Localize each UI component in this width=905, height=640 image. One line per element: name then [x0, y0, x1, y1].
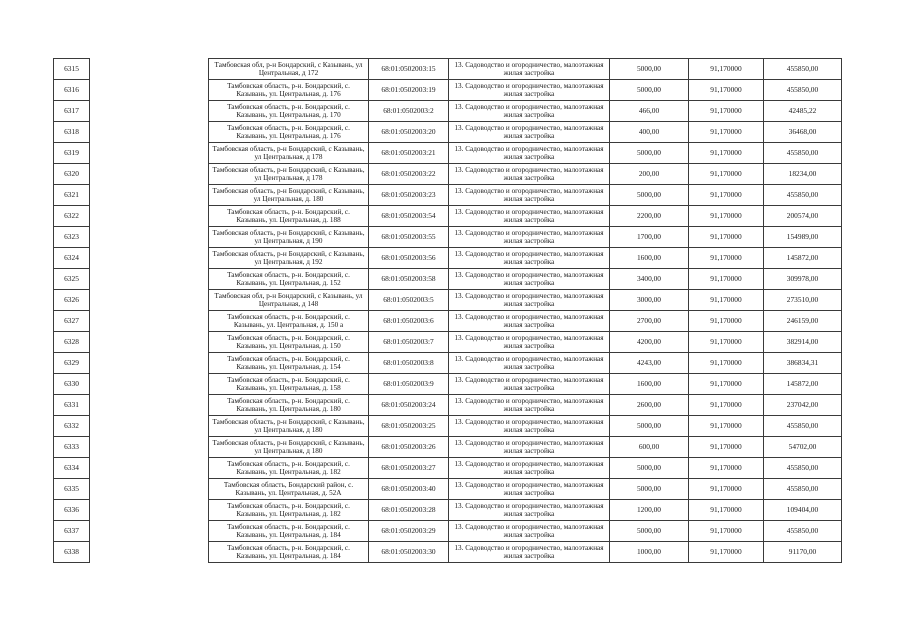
area-cell: 600,00	[610, 437, 689, 458]
address-cell: Тамбовская область, р-н. Бондарский, с. Казывань, ул. Центральная, д. 176	[209, 122, 369, 143]
table-row	[54, 395, 842, 416]
cadastral-number-cell: 68:01:0502003:22	[369, 164, 449, 185]
land-use-cell: 13. Садоводство и огородничество, малоэтажная жилая застройка	[449, 374, 610, 395]
specific-value-cell: 91,170000	[689, 395, 764, 416]
land-use-cell: 13. Садоводство и огородничество, малоэтажная жилая застройка	[449, 248, 610, 269]
row-number: 6335	[54, 479, 90, 500]
cadastral-value-cell: 154989,00	[764, 227, 842, 248]
row-number: 6324	[54, 248, 90, 269]
blank-column	[90, 458, 209, 479]
cadastral-number-cell: 68:01:0502003:24	[369, 395, 449, 416]
cadastral-number-cell: 68:01:0502003:40	[369, 479, 449, 500]
cadastral-value-cell: 455850,00	[764, 185, 842, 206]
area-cell: 5000,00	[610, 458, 689, 479]
address-cell: Тамбовская область, р-н Бондарский, с Казывань, ул Центральная, д. 180	[209, 185, 369, 206]
specific-value-cell: 91,170000	[689, 185, 764, 206]
land-use-cell: 13. Садоводство и огородничество, малоэтажная жилая застройка	[449, 143, 610, 164]
cadastral-number-cell: 68:01:0502003:28	[369, 500, 449, 521]
row-number: 6338	[54, 542, 90, 563]
area-cell: 3400,00	[610, 269, 689, 290]
row-number: 6326	[54, 290, 90, 311]
land-use-cell: 13. Садоводство и огородничество, малоэтажная жилая застройка	[449, 332, 610, 353]
land-use-cell: 13. Садоводство и огородничество, малоэтажная жилая застройка	[449, 164, 610, 185]
address-cell: Тамбовская область, р-н. Бондарский, с. Казывань, ул. Центральная, д. 176	[209, 80, 369, 101]
area-cell: 5000,00	[610, 416, 689, 437]
specific-value-cell: 91,170000	[689, 122, 764, 143]
cadastral-number-cell: 68:01:0502003:58	[369, 269, 449, 290]
cadastral-value-cell: 54702,00	[764, 437, 842, 458]
table-row	[54, 458, 842, 479]
cadastral-number-cell: 68:01:0502003:8	[369, 353, 449, 374]
specific-value-cell: 91,170000	[689, 437, 764, 458]
cadastral-number-cell: 68:01:0502003:2	[369, 101, 449, 122]
land-use-cell: 13. Садоводство и огородничество, малоэтажная жилая застройка	[449, 290, 610, 311]
cadastral-value-cell: 200574,00	[764, 206, 842, 227]
address-cell: Тамбовская область, р-н. Бондарский, с. Казывань, ул. Центральная, д. 184	[209, 542, 369, 563]
cadastral-value-cell: 109404,00	[764, 500, 842, 521]
address-cell: Тамбовская область, р-н. Бондарский, с. Казывань, ул. Центральная, д. 182	[209, 500, 369, 521]
table-row	[54, 311, 842, 332]
table-body	[54, 59, 842, 563]
land-use-cell: 13. Садоводство и огородничество, малоэтажная жилая застройка	[449, 80, 610, 101]
cadastral-number-cell: 68:01:0502003:19	[369, 80, 449, 101]
address-cell: Тамбовская область, р-н Бондарский, с Казывань, ул Центральная, д 180	[209, 437, 369, 458]
land-use-cell: 13. Садоводство и огородничество, малоэтажная жилая застройка	[449, 479, 610, 500]
specific-value-cell: 91,170000	[689, 521, 764, 542]
table-row	[54, 59, 842, 80]
row-number: 6319	[54, 143, 90, 164]
table-row	[54, 101, 842, 122]
area-cell: 5000,00	[610, 521, 689, 542]
cadastral-number-cell: 68:01:0502003:29	[369, 521, 449, 542]
cadastral-number-cell: 68:01:0502003:15	[369, 59, 449, 80]
row-number: 6337	[54, 521, 90, 542]
table-row	[54, 206, 842, 227]
table-row	[54, 269, 842, 290]
specific-value-cell: 91,170000	[689, 311, 764, 332]
specific-value-cell: 91,170000	[689, 479, 764, 500]
address-cell: Тамбовская область, р-н. Бондарский, с. Казывань, ул. Центральная, д. 154	[209, 353, 369, 374]
land-use-cell: 13. Садоводство и огородничество, малоэтажная жилая застройка	[449, 437, 610, 458]
row-number: 6321	[54, 185, 90, 206]
address-cell: Тамбовская область, р-н Бондарский, с Казывань, ул Центральная, д 178	[209, 164, 369, 185]
row-number: 6331	[54, 395, 90, 416]
cadastral-number-cell: 68:01:0502003:21	[369, 143, 449, 164]
address-cell: Тамбовская область, р-н Бондарский, с Казывань, ул Центральная, д 180	[209, 416, 369, 437]
cadastral-value-cell: 309978,00	[764, 269, 842, 290]
table-row	[54, 143, 842, 164]
row-number: 6334	[54, 458, 90, 479]
land-use-cell: 13. Садоводство и огородничество, малоэтажная жилая застройка	[449, 458, 610, 479]
table-row	[54, 374, 842, 395]
area-cell: 1700,00	[610, 227, 689, 248]
address-cell: Тамбовская область, р-н. Бондарский, с. Казывань, ул. Центральная, д. 170	[209, 101, 369, 122]
specific-value-cell: 91,170000	[689, 353, 764, 374]
table-row	[54, 290, 842, 311]
area-cell: 1600,00	[610, 374, 689, 395]
cadastral-value-cell: 42485,22	[764, 101, 842, 122]
area-cell: 1200,00	[610, 500, 689, 521]
cadastral-number-cell: 68:01:0502003:56	[369, 248, 449, 269]
cadastral-value-cell: 455850,00	[764, 59, 842, 80]
cadastral-number-cell: 68:01:0502003:26	[369, 437, 449, 458]
land-use-cell: 13. Садоводство и огородничество, малоэтажная жилая застройка	[449, 122, 610, 143]
blank-column	[90, 164, 209, 185]
cadastral-value-table	[53, 58, 842, 563]
address-cell: Тамбовская обл, р-н Бондарский, с Казывань, ул Центральная, д 172	[209, 59, 369, 80]
address-cell: Тамбовская область, р-н. Бондарский, с. Казывань, ул. Центральная, д. 150 а	[209, 311, 369, 332]
area-cell: 1600,00	[610, 248, 689, 269]
blank-column	[90, 290, 209, 311]
blank-column	[90, 542, 209, 563]
specific-value-cell: 91,170000	[689, 143, 764, 164]
land-use-cell: 13. Садоводство и огородничество, малоэтажная жилая застройка	[449, 101, 610, 122]
address-cell: Тамбовская область, р-н Бондарский, с Казывань, ул Центральная, д 178	[209, 143, 369, 164]
row-number: 6317	[54, 101, 90, 122]
row-number: 6315	[54, 59, 90, 80]
area-cell: 5000,00	[610, 143, 689, 164]
table-row	[54, 500, 842, 521]
table-row	[54, 332, 842, 353]
cadastral-number-cell: 68:01:0502003:27	[369, 458, 449, 479]
specific-value-cell: 91,170000	[689, 101, 764, 122]
row-number: 6320	[54, 164, 90, 185]
specific-value-cell: 91,170000	[689, 542, 764, 563]
specific-value-cell: 91,170000	[689, 248, 764, 269]
blank-column	[90, 479, 209, 500]
row-number: 6329	[54, 353, 90, 374]
address-cell: Тамбовская область, р-н. Бондарский, с. Казывань, ул. Центральная, д. 188	[209, 206, 369, 227]
address-cell: Тамбовская область, р-н. Бондарский, с. Казывань, ул. Центральная, д. 180	[209, 395, 369, 416]
specific-value-cell: 91,170000	[689, 164, 764, 185]
cadastral-number-cell: 68:01:0502003:30	[369, 542, 449, 563]
area-cell: 2200,00	[610, 206, 689, 227]
address-cell: Тамбовская обл, р-н Бондарский, с Казывань, ул Центральная, д 148	[209, 290, 369, 311]
cadastral-value-cell: 36468,00	[764, 122, 842, 143]
address-cell: Тамбовская область, Бондарский район, с. Казывань, ул. Центральная, д. 52А	[209, 479, 369, 500]
address-cell: Тамбовская область, р-н Бондарский, с Казывань, ул Центральная, д 190	[209, 227, 369, 248]
cadastral-number-cell: 68:01:0502003:54	[369, 206, 449, 227]
row-number: 6327	[54, 311, 90, 332]
blank-column	[90, 185, 209, 206]
blank-column	[90, 206, 209, 227]
address-cell: Тамбовская область, р-н Бондарский, с Казывань, ул Центральная, д 192	[209, 248, 369, 269]
cadastral-value-cell: 145872,00	[764, 374, 842, 395]
cadastral-number-cell: 68:01:0502003:7	[369, 332, 449, 353]
table-row	[54, 185, 842, 206]
cadastral-value-cell: 386834,31	[764, 353, 842, 374]
land-use-cell: 13. Садоводство и огородничество, малоэтажная жилая застройка	[449, 206, 610, 227]
address-cell: Тамбовская область, р-н. Бондарский, с. Казывань, ул. Центральная, д. 150	[209, 332, 369, 353]
row-number: 6323	[54, 227, 90, 248]
specific-value-cell: 91,170000	[689, 80, 764, 101]
specific-value-cell: 91,170000	[689, 59, 764, 80]
cadastral-value-cell: 18234,00	[764, 164, 842, 185]
cadastral-number-cell: 68:01:0502003:55	[369, 227, 449, 248]
table-row	[54, 80, 842, 101]
row-number: 6336	[54, 500, 90, 521]
land-use-cell: 13. Садоводство и огородничество, малоэтажная жилая застройка	[449, 521, 610, 542]
address-cell: Тамбовская область, р-н. Бондарский, с. Казывань, ул. Центральная, д. 184	[209, 521, 369, 542]
cadastral-number-cell: 68:01:0502003:6	[369, 311, 449, 332]
address-cell: Тамбовская область, р-н. Бондарский, с. Казывань, ул. Центральная, д. 158	[209, 374, 369, 395]
land-use-cell: 13. Садоводство и огородничество, малоэтажная жилая застройка	[449, 395, 610, 416]
area-cell: 4243,00	[610, 353, 689, 374]
address-cell: Тамбовская область, р-н. Бондарский, с. Казывань, ул. Центральная, д. 182	[209, 458, 369, 479]
blank-column	[90, 521, 209, 542]
land-use-cell: 13. Садоводство и огородничество, малоэтажная жилая застройка	[449, 416, 610, 437]
area-cell: 5000,00	[610, 80, 689, 101]
table-row	[54, 479, 842, 500]
land-use-cell: 13. Садоводство и огородничество, малоэтажная жилая застройка	[449, 542, 610, 563]
specific-value-cell: 91,170000	[689, 374, 764, 395]
blank-column	[90, 101, 209, 122]
area-cell: 5000,00	[610, 479, 689, 500]
land-use-cell: 13. Садоводство и огородничество, малоэтажная жилая застройка	[449, 185, 610, 206]
cadastral-value-cell: 455850,00	[764, 143, 842, 164]
row-number: 6330	[54, 374, 90, 395]
cadastral-number-cell: 68:01:0502003:20	[369, 122, 449, 143]
table-row	[54, 164, 842, 185]
cadastral-value-cell: 455850,00	[764, 416, 842, 437]
cadastral-number-cell: 68:01:0502003:5	[369, 290, 449, 311]
blank-column	[90, 269, 209, 290]
row-number: 6322	[54, 206, 90, 227]
cadastral-value-cell: 455850,00	[764, 458, 842, 479]
specific-value-cell: 91,170000	[689, 269, 764, 290]
blank-column	[90, 59, 209, 80]
blank-column	[90, 248, 209, 269]
blank-column	[90, 353, 209, 374]
land-use-cell: 13. Садоводство и огородничество, малоэтажная жилая застройка	[449, 269, 610, 290]
blank-column	[90, 500, 209, 521]
blank-column	[90, 143, 209, 164]
cadastral-value-cell: 382914,00	[764, 332, 842, 353]
land-use-cell: 13. Садоводство и огородничество, малоэтажная жилая застройка	[449, 311, 610, 332]
blank-column	[90, 395, 209, 416]
table-row	[54, 437, 842, 458]
specific-value-cell: 91,170000	[689, 458, 764, 479]
specific-value-cell: 91,170000	[689, 416, 764, 437]
area-cell: 4200,00	[610, 332, 689, 353]
blank-column	[90, 332, 209, 353]
area-cell: 2700,00	[610, 311, 689, 332]
cadastral-value-cell: 145872,00	[764, 248, 842, 269]
row-number: 6333	[54, 437, 90, 458]
table-row	[54, 542, 842, 563]
cadastral-value-cell: 91170,00	[764, 542, 842, 563]
land-use-cell: 13. Садоводство и огородничество, малоэтажная жилая застройка	[449, 353, 610, 374]
blank-column	[90, 311, 209, 332]
area-cell: 466,00	[610, 101, 689, 122]
area-cell: 2600,00	[610, 395, 689, 416]
table-row	[54, 122, 842, 143]
cadastral-value-cell: 455850,00	[764, 521, 842, 542]
cadastral-number-cell: 68:01:0502003:9	[369, 374, 449, 395]
specific-value-cell: 91,170000	[689, 290, 764, 311]
row-number: 6332	[54, 416, 90, 437]
area-cell: 200,00	[610, 164, 689, 185]
cadastral-value-cell: 246159,00	[764, 311, 842, 332]
specific-value-cell: 91,170000	[689, 500, 764, 521]
area-cell: 5000,00	[610, 185, 689, 206]
cadastral-number-cell: 68:01:0502003:23	[369, 185, 449, 206]
blank-column	[90, 80, 209, 101]
row-number: 6316	[54, 80, 90, 101]
table-row	[54, 353, 842, 374]
cadastral-value-cell: 455850,00	[764, 479, 842, 500]
cadastral-value-cell: 237042,00	[764, 395, 842, 416]
address-cell: Тамбовская область, р-н. Бондарский, с. Казывань, ул. Центральная, д. 152	[209, 269, 369, 290]
specific-value-cell: 91,170000	[689, 332, 764, 353]
cadastral-value-cell: 273510,00	[764, 290, 842, 311]
blank-column	[90, 227, 209, 248]
land-use-cell: 13. Садоводство и огородничество, малоэтажная жилая застройка	[449, 227, 610, 248]
table-row	[54, 248, 842, 269]
table-row	[54, 521, 842, 542]
area-cell: 1000,00	[610, 542, 689, 563]
cadastral-number-cell: 68:01:0502003:25	[369, 416, 449, 437]
area-cell: 5000,00	[610, 59, 689, 80]
land-use-cell: 13. Садоводство и огородничество, малоэтажная жилая застройка	[449, 500, 610, 521]
cadastral-value-cell: 455850,00	[764, 80, 842, 101]
blank-column	[90, 374, 209, 395]
blank-column	[90, 122, 209, 143]
table-row	[54, 416, 842, 437]
land-use-cell: 13. Садоводство и огородничество, малоэтажная жилая застройка	[449, 59, 610, 80]
area-cell: 3000,00	[610, 290, 689, 311]
table-row	[54, 227, 842, 248]
blank-column	[90, 416, 209, 437]
blank-column	[90, 437, 209, 458]
row-number: 6318	[54, 122, 90, 143]
row-number: 6328	[54, 332, 90, 353]
area-cell: 400,00	[610, 122, 689, 143]
row-number: 6325	[54, 269, 90, 290]
specific-value-cell: 91,170000	[689, 227, 764, 248]
specific-value-cell: 91,170000	[689, 206, 764, 227]
